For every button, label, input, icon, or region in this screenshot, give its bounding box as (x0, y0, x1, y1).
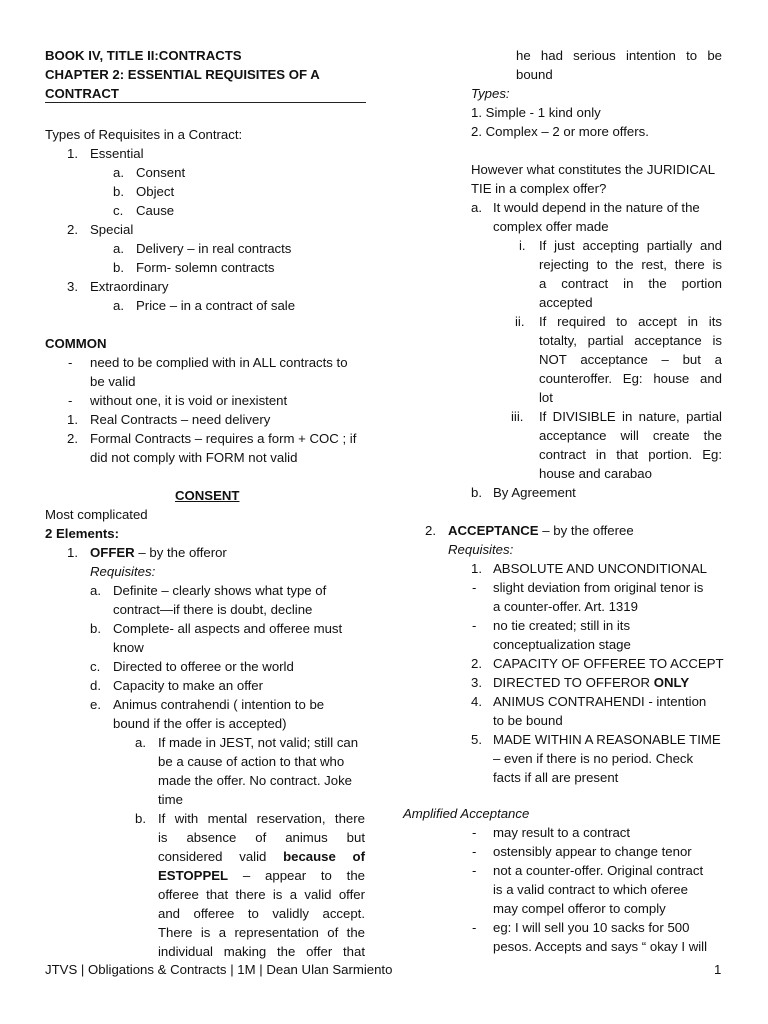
requisite-text: contract—if there is doubt, decline (113, 602, 313, 617)
consent-text: Most complicated (45, 507, 148, 522)
requisites-label: Requisites: (448, 542, 514, 557)
acceptance-requisite: MADE WITHIN A REASONABLE TIME (493, 732, 721, 747)
footer-text: JTVS | Obligations & Contracts | 1M | Dean Ulan Sarmiento (45, 962, 393, 977)
type-simple: 1. Simple - 1 kind only (471, 105, 601, 120)
juridical-question: TIE in a complex offer? (471, 181, 607, 196)
offer-desc: – by the offeror (134, 545, 227, 560)
common-text: without one, it is void or inexistent (90, 393, 288, 408)
requisite-text: Complete- all aspects and offeree must (113, 621, 343, 636)
types-label: Types: (471, 86, 510, 101)
list-letter: a. (90, 583, 101, 598)
list-letter: d. (90, 678, 101, 693)
complex-text: complex offer made (493, 219, 609, 234)
dash-bullet: - (472, 825, 477, 840)
reservation-fragment: – appear to the (228, 868, 365, 883)
list-item-essential: Essential (90, 146, 144, 161)
acceptance-line (448, 522, 634, 540)
complex-case-text: totalty, partial acceptance is (539, 333, 722, 348)
roman-numeral: ii. (515, 314, 525, 329)
offer-line (90, 544, 227, 562)
common-heading: COMMON (45, 336, 107, 351)
list-letter: a. (113, 165, 124, 180)
reservation-text: offeree that there is a valid offer (158, 887, 365, 902)
requisite-text: Directed to offeree or the world (113, 659, 294, 674)
acceptance-emphasis: ONLY (653, 675, 690, 690)
list-number: 4. (471, 694, 482, 709)
list-number: 3. (67, 279, 78, 294)
list-number: 1. (67, 545, 78, 560)
requisite-text: bound if the offer is accepted) (113, 716, 287, 731)
dash-bullet: - (472, 863, 477, 878)
dash-bullet: - (68, 355, 73, 370)
list-item-price: Price – in a contract of sale (136, 298, 296, 313)
list-letter: c. (90, 659, 101, 674)
header-title-line1: BOOK IV, TITLE II:CONTRACTS (45, 48, 242, 63)
list-item-consent: Consent (136, 165, 186, 180)
list-item-extraordinary: Extraordinary (90, 279, 169, 294)
juridical-question: However what constitutes the JURIDICAL (471, 162, 716, 177)
complex-case-text: accepted (539, 295, 593, 310)
list-letter: c. (113, 203, 124, 218)
requisite-text: Capacity to make an offer (113, 678, 264, 693)
jest-text: be a cause of action to that who (158, 754, 345, 769)
types-heading: Types of Requisites in a Contract: (45, 127, 243, 142)
amplified-text: not a counter-offer. Original contract (493, 863, 704, 878)
acceptance-term: ACCEPTANCE (448, 523, 539, 538)
dash-bullet: - (472, 920, 477, 935)
acceptance-fragment: DIRECTED TO OFFEROR (493, 675, 654, 690)
list-number: 2. (471, 656, 482, 671)
complex-case-text: If required to accept in its (539, 314, 722, 329)
list-number: 1. (471, 561, 482, 576)
acceptance-text: conceptualization stage (493, 637, 631, 652)
common-text: Formal Contracts – requires a form + COC ; if (90, 431, 357, 446)
list-number: 1. (67, 412, 78, 427)
jest-text: time (158, 792, 183, 807)
consent-elements-label: 2 Elements: (45, 526, 120, 541)
amplified-text: is a valid contract to which oferee (493, 882, 688, 897)
list-number: 3. (471, 675, 482, 690)
complex-case-text: acceptance will create the (539, 428, 722, 443)
reservation-text (158, 867, 365, 885)
list-letter: a. (113, 298, 124, 313)
list-number: 2. (425, 523, 436, 538)
jest-text: If made in JEST, not valid; still can (158, 735, 359, 750)
complex-case-text: If DIVISIBLE in nature, partial (539, 409, 722, 424)
complex-text: It would depend in the nature of the (493, 200, 700, 215)
list-item-delivery: Delivery – in real contracts (136, 241, 292, 256)
list-number: 5. (471, 732, 482, 747)
list-letter: a. (135, 735, 146, 750)
amplified-text: may result to a contract (493, 825, 631, 840)
list-item-cause: Cause (136, 203, 175, 218)
dash-bullet: - (68, 393, 73, 408)
header-rule (45, 102, 366, 103)
acceptance-text: a counter-offer. Art. 1319 (493, 599, 638, 614)
list-number: 2. (67, 222, 78, 237)
reservation-text: If with mental reservation, there (158, 811, 365, 826)
acceptance-text: no tie created; still in its (493, 618, 631, 633)
acceptance-requisite (493, 674, 689, 692)
common-text: need to be complied with in ALL contracts to (90, 355, 348, 370)
common-text: Real Contracts – need delivery (90, 412, 271, 427)
dash-bullet: - (472, 580, 477, 595)
dash-bullet: - (472, 618, 477, 633)
dash-bullet: - (472, 844, 477, 859)
list-letter: a. (471, 200, 482, 215)
consent-heading: CONSENT (175, 488, 240, 503)
amplified-text: eg: I will sell you 10 sacks for 500 (493, 920, 690, 935)
estoppel-term: ESTOPPEL (158, 868, 229, 883)
acceptance-requisite: ABSOLUTE AND UNCONDITIONAL (493, 561, 707, 576)
list-letter: b. (113, 260, 124, 275)
complex-case-text: rejecting to the rest, there is (539, 257, 722, 272)
reservation-emphasis: because of (283, 849, 365, 864)
complex-case-text: a contract in the portion (539, 276, 722, 291)
acceptance-text: slight deviation from original tenor is (493, 580, 704, 595)
acceptance-text: to be bound (493, 713, 563, 728)
reservation-text: individual making the offer that (158, 944, 365, 959)
list-letter: b. (90, 621, 101, 636)
offer-term: OFFER (90, 545, 135, 560)
list-letter: a. (113, 241, 124, 256)
header-title-line2: CHAPTER 2: ESSENTIAL REQUISITES OF A (45, 67, 320, 82)
list-letter: b. (113, 184, 124, 199)
acceptance-desc: – by the offeree (538, 523, 634, 538)
reservation-text (158, 848, 365, 866)
roman-numeral: iii. (511, 409, 524, 424)
list-number: 2. (67, 431, 78, 446)
complex-case-text: NOT acceptance – but a (539, 352, 722, 367)
roman-numeral: i. (519, 238, 526, 253)
requisite-text: know (113, 640, 144, 655)
list-item-object: Object (136, 184, 175, 199)
acceptance-requisite: CAPACITY OF OFFEREE TO ACCEPT (493, 656, 724, 671)
acceptance-text: – even if there is no period. Check (493, 751, 694, 766)
header-title-line3: CONTRACT (45, 86, 119, 101)
complex-case-text: contract in that portion. Eg: (539, 447, 722, 462)
reservation-text: and offeree to validly accept. (158, 906, 365, 921)
continued-text: he had serious intention to be (516, 48, 722, 63)
complex-case-text: If just accepting partially and (539, 238, 722, 253)
reservation-fragment: considered valid (158, 849, 284, 864)
by-agreement-text: By Agreement (493, 485, 576, 500)
list-letter: e. (90, 697, 101, 712)
acceptance-requisite: ANIMUS CONTRAHENDI - intention (493, 694, 707, 709)
jest-text: made the offer. No contract. Joke (158, 773, 353, 788)
reservation-text: is absence of animus but (158, 830, 365, 845)
reservation-text: There is a representation of the (158, 925, 365, 940)
common-text: did not comply with FORM not valid (90, 450, 298, 465)
page-number: 1 (714, 962, 722, 977)
acceptance-text: facts if all are present (493, 770, 619, 785)
continued-text: bound (516, 67, 553, 82)
complex-case-text: counteroffer. Eg: house and (539, 371, 722, 386)
list-item-special: Special (90, 222, 134, 237)
requisite-text: Definite – clearly shows what type of (113, 583, 327, 598)
requisite-text: Animus contrahendi ( intention to be (113, 697, 325, 712)
requisites-label: Requisites: (90, 564, 156, 579)
type-complex: 2. Complex – 2 or more offers. (471, 124, 649, 139)
list-item-form: Form- solemn contracts (136, 260, 275, 275)
complex-case-text: lot (539, 390, 553, 405)
list-letter: b. (135, 811, 146, 826)
amplified-text: may compel offeror to comply (493, 901, 666, 916)
common-text: be valid (90, 374, 136, 389)
amplified-text: pesos. Accepts and says “ okay I will (493, 939, 708, 954)
amplified-text: ostensibly appear to change tenor (493, 844, 692, 859)
list-number: 1. (67, 146, 78, 161)
amplified-heading: Amplified Acceptance (403, 806, 530, 821)
list-letter: b. (471, 485, 482, 500)
complex-case-text: house and carabao (539, 466, 652, 481)
